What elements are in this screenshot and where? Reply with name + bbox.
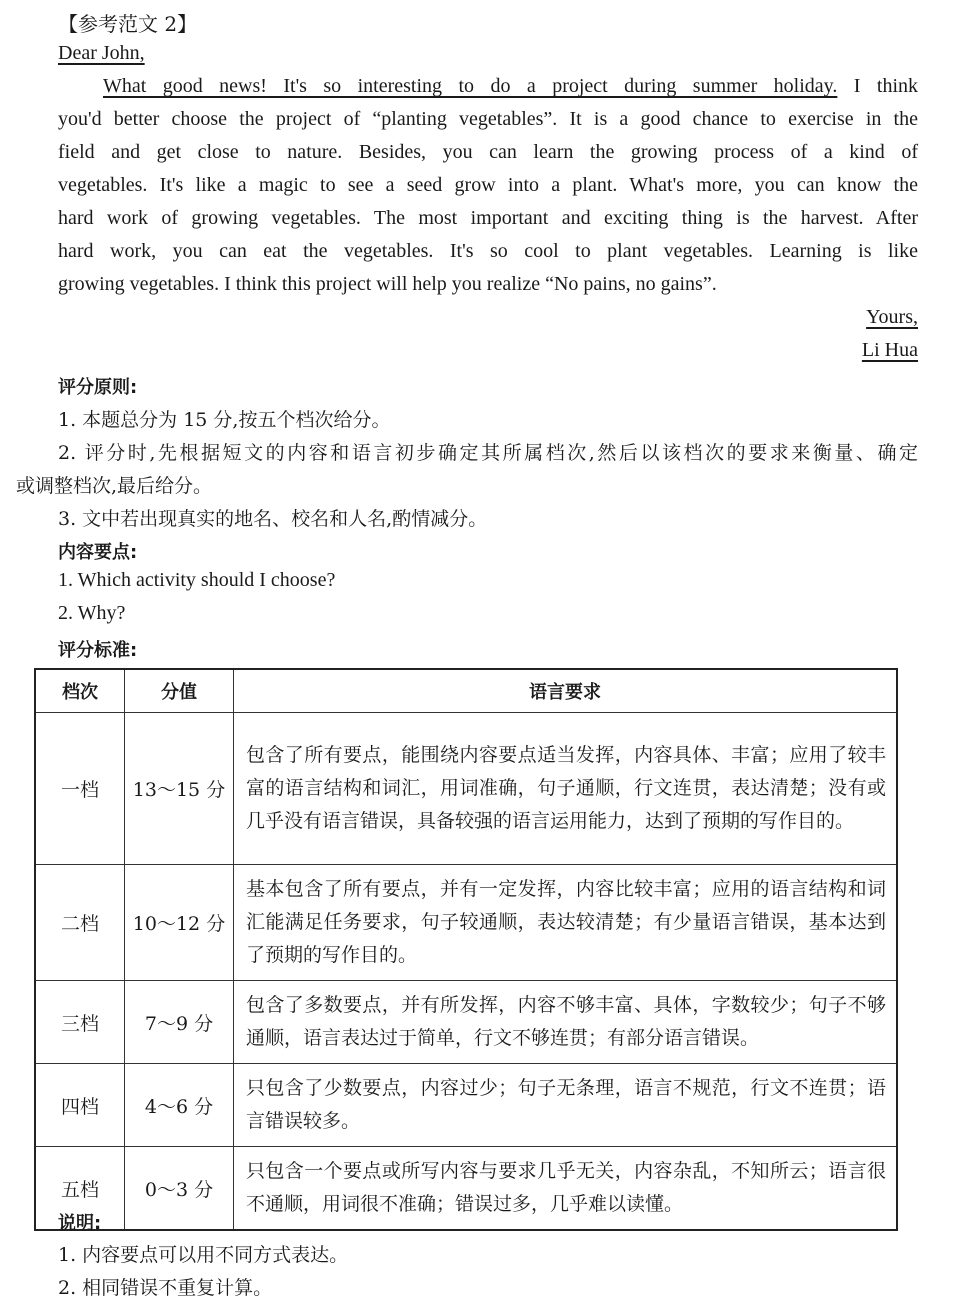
principle-item-2: 2. 评分时,先根据短文的内容和语言初步确定其所属档次,然后以该档次的要求来衡量、确定	[58, 442, 918, 464]
letter-line-1-rest: I think	[837, 75, 918, 97]
note-item-1: 1. 内容要点可以用不同方式表达。	[58, 1244, 349, 1266]
table-row	[35, 1147, 897, 1231]
row-level: 一档	[35, 713, 125, 865]
letter-line-5: hard work of growing vegetables. The most important and exciting thing is the harvest. After	[58, 207, 918, 229]
header-level: 档次	[35, 669, 125, 713]
content-point-1: 1. Which activity should I choose?	[58, 569, 336, 591]
notes-title: 说明:	[58, 1213, 102, 1234]
note-item-2: 2. 相同错误不重复计算。	[58, 1277, 273, 1299]
principle-item-1: 1. 本题总分为 15 分,按五个档次给分。	[58, 409, 391, 431]
row-score: 0～3 分	[125, 1147, 234, 1231]
table-header-row	[35, 669, 897, 713]
principle-item-2-cont: 或调整档次,最后给分。	[16, 475, 213, 497]
row-score: 7～9 分	[125, 981, 234, 1064]
salutation: Dear John,	[58, 42, 145, 64]
row-requirement: 只包含一个要点或所写内容与要求几乎无关，内容杂乱，不知所云；语言很不通顺，用词很不准确；错误过多，几乎难以读懂。	[234, 1147, 898, 1231]
row-requirement: 基本包含了所有要点，并有一定发挥，内容比较丰富；应用的语言结构和词汇能满足任务要求，句子较通顺，表达较清楚；有少量语言错误，基本达到了预期的写作目的。	[234, 865, 898, 981]
content-point-2: 2. Why?	[58, 602, 126, 624]
row-requirement: 包含了多数要点，并有所发挥，内容不够丰富、具体，字数较少；句子不够通顺，语言表达过于简单，行文不够连贯；有部分语言错误。	[234, 981, 898, 1064]
letter-line-6: hard work, you can eat the vegetables. It's so cool to plant vegetables. Learning is like	[58, 240, 918, 262]
closing: Yours,	[866, 306, 918, 328]
row-level: 二档	[35, 865, 125, 981]
table-row	[35, 1064, 897, 1147]
row-score: 4～6 分	[125, 1064, 234, 1147]
row-requirement: 包含了所有要点，能围绕内容要点适当发挥，内容具体、丰富；应用了较丰富的语言结构和词汇，用词准确，句子通顺，行文连贯，表达清楚；没有或几乎没有语言错误，具备较强的语言运用能力，达到了预期的写作目的。	[234, 713, 898, 865]
row-level: 四档	[35, 1064, 125, 1147]
table-row	[35, 981, 897, 1064]
principle-item-3: 3. 文中若出现真实的地名、校名和人名,酌情减分。	[58, 508, 488, 530]
row-level: 三档	[35, 981, 125, 1064]
sample-heading: 【参考范文 2】	[58, 12, 198, 36]
content-points-title: 内容要点:	[58, 542, 138, 563]
header-score: 分值	[125, 669, 234, 713]
letter-line-3: field and get close to nature. Besides, you can learn the growing process of a kind of	[58, 141, 918, 163]
table-row	[35, 865, 897, 981]
letter-line-4: vegetables. It's like a magic to see a seed grow into a plant. What's more, you can know the	[58, 174, 918, 196]
principles-title: 评分原则:	[58, 377, 138, 398]
signature: Li Hua	[861, 339, 918, 361]
criteria-title: 评分标准:	[58, 640, 138, 661]
letter-line-7: growing vegetables. I think this project will help you realize “No pains, no gains”.	[58, 273, 717, 295]
row-score: 13～15 分	[125, 713, 234, 865]
letter-line-2: you'd better choose the project of “planting vegetables”. It is a good chance to exercise in the	[58, 108, 918, 130]
letter-line-1-underlined: What good news! It's so interesting to do a project during summer holiday.	[103, 75, 838, 97]
letter-line-1	[103, 75, 918, 98]
criteria-table	[34, 668, 898, 1231]
row-requirement: 只包含了少数要点，内容过少；句子无条理，语言不规范，行文不连贯；语言错误较多。	[234, 1064, 898, 1147]
row-level: 五档	[35, 1147, 125, 1231]
header-requirement: 语言要求	[234, 669, 898, 713]
row-score: 10～12 分	[125, 865, 234, 981]
table-row	[35, 713, 897, 865]
